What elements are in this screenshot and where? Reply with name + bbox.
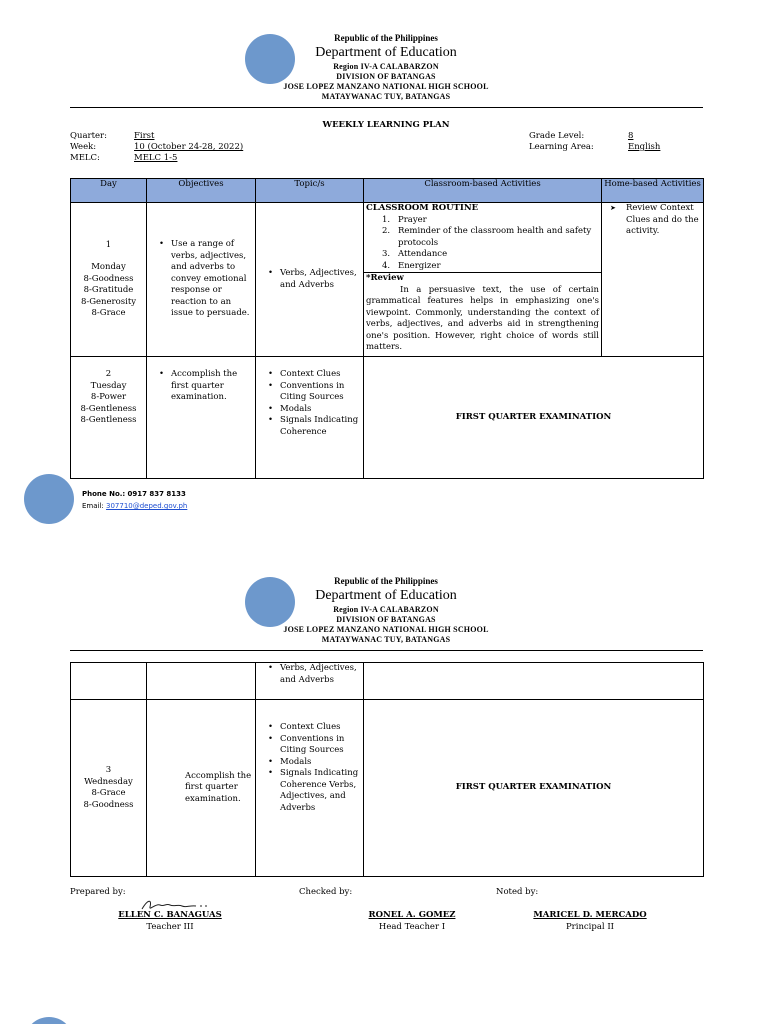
letterhead (200, 33, 572, 102)
review-text: In a persuasive text, the use of certain grammatical features helps in emphasizing one's viewpoint. Commonly, understanding the context of verbs, adjectives, and adverbs aid in strengthening one's position. However, right choice of words still matters. (366, 284, 599, 352)
header-classroom: Classroom-based Activities (364, 179, 602, 203)
melc-label: MELC: (70, 153, 100, 163)
school-line: JOSE LOPEZ MANZANO NATIONAL HIGH SCHOOL (283, 82, 489, 91)
review-title: *Review (366, 273, 404, 283)
day3-number: 3 (105, 765, 112, 775)
day1-topic: • Verbs, Adjectives, and Adverbs (258, 268, 361, 291)
region-line: Region IV-A CALABARZON (333, 605, 439, 614)
division-line: DIVISION OF BATANGAS (336, 615, 436, 624)
day3-topic-cell (256, 700, 364, 877)
footer-logo (24, 474, 74, 524)
day1-cell (71, 203, 147, 357)
prepared-role: Teacher III (146, 922, 194, 932)
week-value: 10 (October 24-28, 2022) (134, 142, 244, 152)
division-line: DIVISION OF BATANGAS (336, 72, 436, 81)
day3-topic: • Modals (258, 757, 361, 769)
day3-cell (71, 700, 147, 877)
school-line: JOSE LOPEZ MANZANO NATIONAL HIGH SCHOOL (283, 625, 489, 634)
day3-section: 8-Goodness (83, 799, 134, 810)
footer-logo (24, 1017, 74, 1024)
address-line: MATAYWANAC TUY, BATANGAS (321, 92, 451, 101)
day2-section: 8-Power (90, 392, 127, 402)
checked-role: Head Teacher I (378, 922, 446, 932)
email-label: Email: (82, 502, 104, 510)
day2-topic: • Signals Indicating Coherence (258, 415, 361, 438)
day3-objective: Accomplish the first quarter examination. (185, 770, 252, 804)
table-row (71, 663, 704, 700)
week-label: Week: (70, 142, 97, 152)
melc-value: MELC 1-5 (134, 153, 178, 163)
day3-topic: • Conventions in Citing Sources (258, 734, 361, 757)
table-row (71, 357, 704, 479)
routine-item: 1. Prayer (382, 214, 427, 225)
document-title: WEEKLY LEARNING PLAN (322, 120, 450, 130)
day2-topic: • Conventions in Citing Sources (258, 381, 361, 404)
day3-activity: FIRST QUARTER EXAMINATION (364, 700, 704, 877)
day1-name: Monday (91, 262, 126, 272)
routine-item: 3. Attendance (382, 249, 448, 259)
header-divider (70, 650, 703, 651)
grade-value: 8 (628, 131, 634, 141)
header-objectives: Objectives (147, 179, 256, 203)
email-link[interactable]: 307710@deped.gov.ph (106, 502, 188, 510)
day2-cell (71, 357, 147, 479)
region-line: Region IV-A CALABARZON (333, 62, 439, 71)
table-row (71, 700, 704, 877)
header-topics: Topic/s (256, 179, 364, 203)
day1-home-cell (602, 203, 704, 357)
header-home: Home-based Activities (602, 179, 704, 203)
day1-routine-cell (364, 203, 602, 273)
day1-topic-cell (256, 203, 364, 357)
department-line: Department of Education (315, 588, 457, 603)
day3-topic: • Signals Indicating Coherence Verbs, Adjectives, and Adverbs (258, 768, 361, 814)
phone-number: 0917 837 8133 (127, 490, 186, 498)
day1-section: 8-Gratitude (83, 285, 134, 295)
prepared-label: Prepared by: (70, 887, 126, 897)
day2-name: Tuesday (90, 380, 127, 391)
day3-objective-cell (147, 700, 256, 877)
day2-topic: • Modals (258, 404, 361, 416)
quarter-value: First (134, 131, 155, 141)
noted-name: MARICEL D. MERCADO (533, 910, 647, 920)
day2-number: 2 (105, 369, 112, 379)
republic-line: Republic of the Philippines (334, 576, 438, 586)
day1-section: 8-Grace (91, 308, 126, 318)
day1-number: 1 (105, 239, 112, 250)
day1-section: 8-Goodness (83, 273, 134, 284)
meta-right (529, 131, 660, 153)
day2-objective-cell (147, 357, 256, 479)
day3-section: 8-Grace (91, 788, 126, 798)
day1-objective-cell (147, 203, 256, 357)
noted-label: Noted by: (496, 887, 539, 897)
weekly-plan-table-continued (70, 662, 704, 877)
day1-section: 8-Generosity (80, 296, 137, 307)
department-line: Department of Education (315, 45, 457, 60)
day1-home-activity: ➤ Review Context Clues and do the activity. (604, 203, 701, 238)
table-header-row (71, 179, 704, 203)
header-divider (70, 107, 703, 108)
republic-line: Republic of the Philippines (334, 33, 438, 43)
day2-activity: FIRST QUARTER EXAMINATION (364, 357, 704, 479)
grade-label: Grade Level: (529, 131, 585, 141)
continued-topic: • Verbs, Adjectives, and Adverbs (258, 663, 361, 686)
routine-item: 2. Reminder of the classroom health and safety protocols (382, 226, 592, 248)
letterhead (200, 576, 572, 645)
meta-left (70, 131, 243, 164)
routine-list (366, 215, 599, 273)
routine-title: CLASSROOM ROUTINE (366, 203, 479, 213)
day2-section: 8-Gentleness (80, 415, 137, 425)
noted-role: Principal II (565, 922, 615, 932)
day3-topic: • Context Clues (258, 722, 361, 734)
header-day: Day (71, 179, 147, 203)
area-label: Learning Area: (529, 142, 594, 152)
checked-name: RONEL A. GOMEZ (368, 910, 456, 920)
checked-label: Checked by: (299, 887, 353, 897)
page-2 (0, 545, 768, 1024)
day2-topic-cell (256, 357, 364, 479)
prepared-name: ELLEN C. BANAGUAS (118, 910, 222, 920)
continued-topic-cell (256, 663, 364, 700)
day3-name: Wednesday (84, 776, 133, 787)
footer-contact (82, 488, 187, 512)
day2-topic: • Context Clues (258, 369, 361, 381)
day1-review-cell (364, 273, 602, 357)
quarter-label: Quarter: (70, 131, 107, 141)
day2-section: 8-Gentleness (80, 403, 137, 414)
area-value: English (628, 142, 661, 152)
routine-item: 4. Energizer (382, 260, 441, 271)
day2-objective: • Accomplish the first quarter examination. (149, 369, 253, 404)
address-line: MATAYWANAC TUY, BATANGAS (321, 635, 451, 644)
phone-label: Phone No.: (82, 490, 126, 498)
day1-objective: • Use a range of verbs, adjectives, and adverbs to convey emotional response or reaction to an issue to persuade. (149, 239, 253, 320)
weekly-plan-table (70, 178, 704, 479)
table-row (71, 203, 704, 273)
